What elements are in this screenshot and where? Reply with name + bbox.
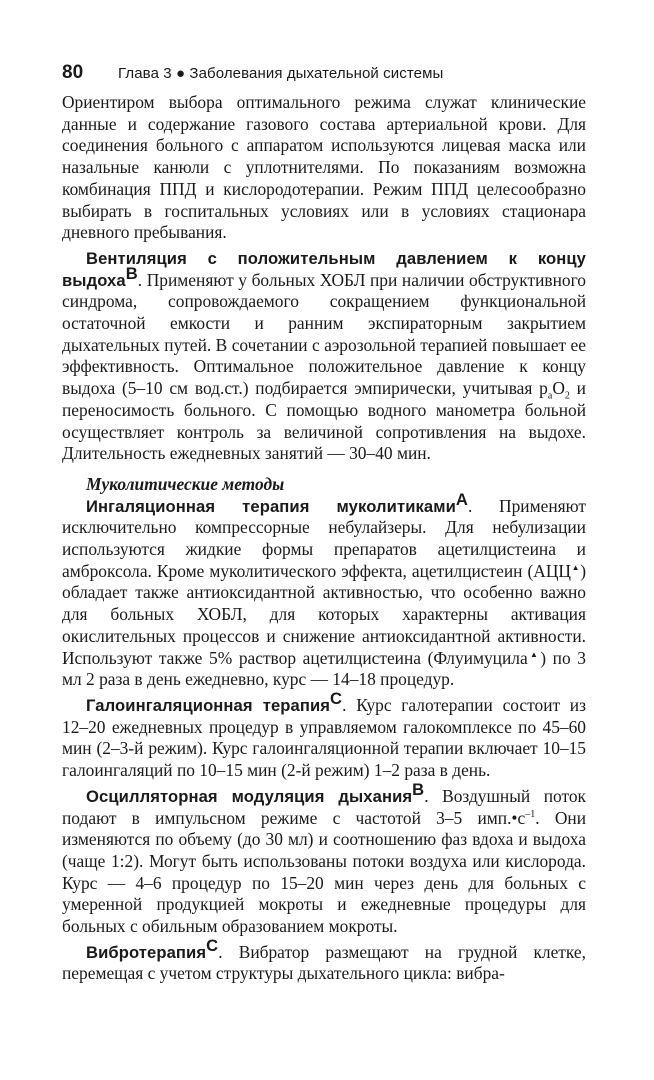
paragraph-heading: Ингаляционная терапия муколитиками xyxy=(86,496,456,516)
evidence-grade: В xyxy=(412,780,425,799)
page-header xyxy=(62,62,602,84)
running-head: Глава 3 ● Заболевания дыхательной системы xyxy=(118,65,444,82)
evidence-grade: С xyxy=(330,689,343,709)
registered-mark-icon: ▲ xyxy=(527,649,541,659)
paragraph-mucolytic-inhalation: Ингаляционная терапия муколитиками$^А$. Применяют исключительно компрессорные небулайзеры. Для небулизации используются жидкие формы препаратов ацетилцистеина и амброксола. Кроме муколитического эффекта, ацетилцистеин (АЦЦ▲) обладает также антиоксидантной активностью, что особенно важно для больных ХОБЛ, для которых характерны активация окислительных процессов и снижение антиоксидантной активности. Используют также 5% раствор ацетилцистеина (Флуимуцила▲) по 3 мл 2 раза в день ежедневно, курс — 14–18 процедур. xyxy=(62,489,586,690)
body-text xyxy=(62,92,586,985)
evidence-grade: В xyxy=(125,263,138,283)
evidence-grade: С xyxy=(206,935,219,955)
page-number: 80 xyxy=(62,62,84,83)
paragraph-peep: Вентиляция с положительным давлением к концу выдоха$^В$. Применяют у больных ХОБЛ при наличии обструктивного синдрома, сопровождаемого сокращением функциональной остаточной емкости и ранним экспираторным закрытием дыхательных путей. В сочетании с аэрозольной терапией повышает ее эффективность. Оптимальное положительное давление к концу выдоха (5–10 см вод.ст.) подбирается эмпирически, учитывая $p_aO_2$ и переносимость больного. С помощью водного манометра больной осуществляет контроль за величиной сопротивления на выдохе. Длительность ежедневных занятий — 30–40 мин. xyxy=(62,248,586,464)
paragraph-halotherapy: Галоингаляционная терапия$^С$. Курс галотерапии состоит из 12–20 ежедневных процедур в управляемом галокомплексе по 45–60 мин (2–3-й режим). Курс галоингаляционной терапии включает 10–15 галоингаляций по 10–15 мин (2-й режим) 1–2 раза в день. xyxy=(62,689,586,781)
paragraph-heading: Вибротерапия xyxy=(86,942,207,962)
section-title: Муколитические методы xyxy=(86,473,285,494)
paragraph-oscillation: Осцилляторная модуляция дыхания$^В$. Воздушный поток подают в импульсном режиме с частотой 3–5 $имп.•с^{-1}$. Они изменяются по объему (до 30 мл) и соотношению фаз вдоха и выдоха (чаще 1:2). Могут быть использованы потоки воздуха или кислорода. Курс — 4–6 процедур по 15–20 мин через день для больных с умеренной продукцией мокроты и ежедневные процедуры для больных с обильным образованием мокроты. xyxy=(62,780,587,937)
paragraph-heading: Вентиляция с положительным давлением к концу выдоха xyxy=(62,248,586,290)
registered-mark-icon: ▲ xyxy=(570,562,581,572)
paragraph-heading: Осцилляторная модуляция дыхания xyxy=(86,786,413,806)
evidence-grade: А xyxy=(455,489,468,509)
paragraph-heading: Галоингаляционная терапия xyxy=(86,695,331,715)
paragraph-vibrotherapy: Вибротерапия$^С$. Вибратор размещают на грудной клетке, перемещая с учетом структуры дыхательного цикла: вибра- xyxy=(62,935,586,984)
paragraph-intro: Ориентиром выбора оптимального режима служат клинические данные и содержание газового состава артериальной крови. Для соединения больного с аппаратом используются лицевая маска или назальные канюли с уплотнителями. По показаниям возможна комбинация ППД и кислородотерапии. Режим ППД целесообразно выбирать в госпитальных условиях или в условиях стационара дневного пребывания. xyxy=(62,92,586,243)
